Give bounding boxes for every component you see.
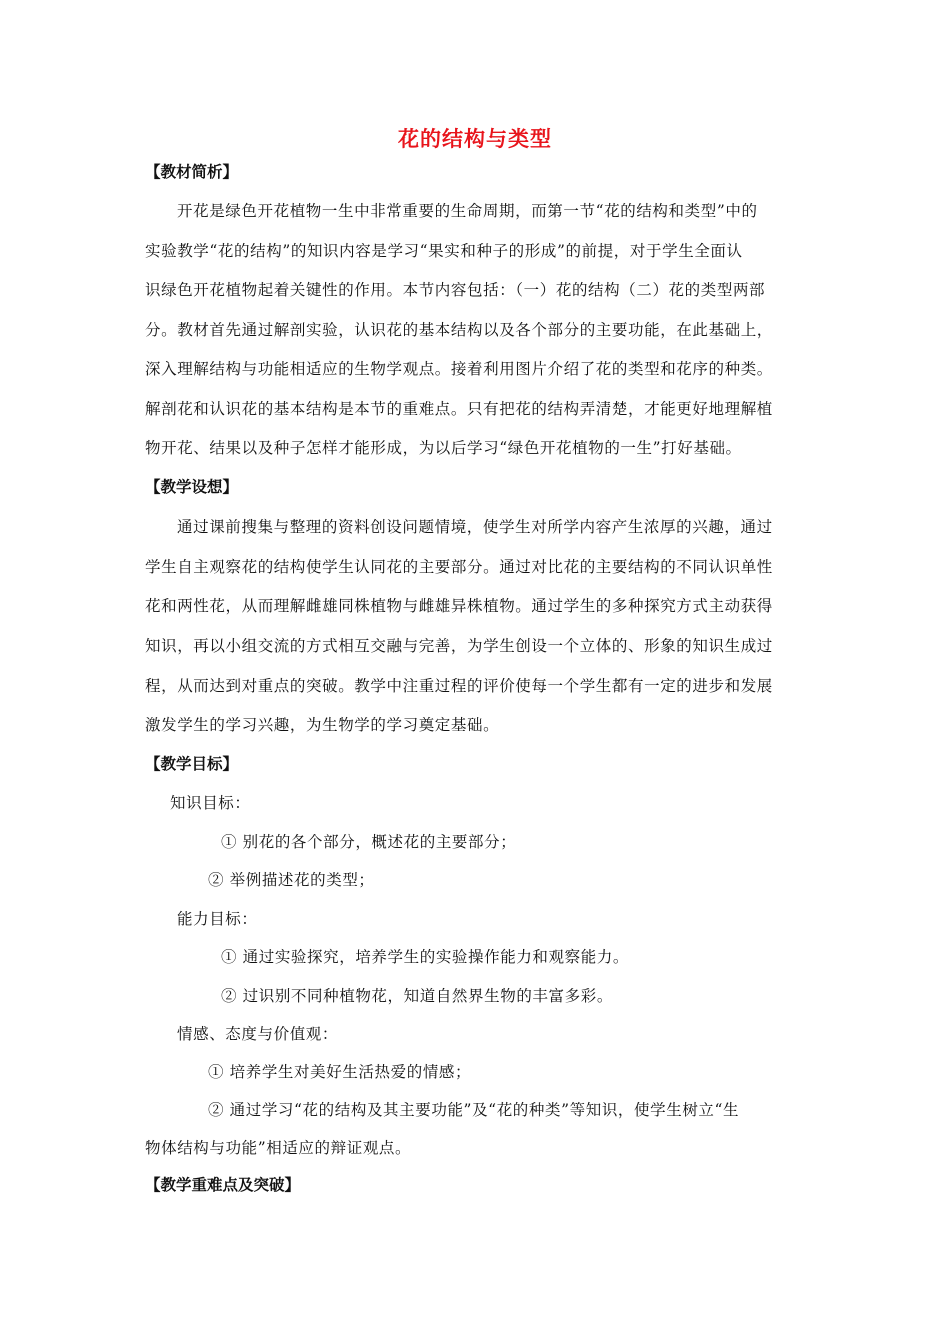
document-title: 花的结构与类型 bbox=[398, 127, 552, 151]
design-paragraph-line: 学生自主观察花的结构使学生认同花的主要部分。通过对比花的主要结构的不同认识单性 bbox=[145, 558, 773, 576]
ability-goals-label: 能力目标： bbox=[177, 910, 258, 928]
analysis-paragraph-line: 分。教材首先通过解剖实验，认识花的基本结构以及各个部分的主要功能，在此基础上， bbox=[145, 321, 773, 339]
design-paragraph-line: 通过课前搜集与整理的资料创设问题情境，使学生对所学内容产生浓厚的兴趣，通过 bbox=[177, 518, 773, 536]
design-paragraph-line: 激发学生的学习兴趣，为生物学的学习奠定基础。 bbox=[145, 716, 500, 734]
knowledge-goal-item: ② 举例描述花的类型； bbox=[208, 871, 375, 889]
analysis-paragraph-line: 解剖花和认识花的基本结构是本节的重难点。只有把花的结构弄清楚，才能更好地理解植 bbox=[145, 400, 773, 418]
analysis-paragraph-line: 开花是绿色开花植物一生中非常重要的生命周期，而第一节“花的结构和类型”中的 bbox=[177, 202, 758, 220]
emotion-goals-label: 情感、态度与价值观： bbox=[177, 1025, 339, 1043]
section-heading-keypoints: 【教学重难点及突破】 bbox=[145, 1175, 301, 1194]
section-heading-design: 【教学设想】 bbox=[145, 477, 239, 496]
ability-goal-item: ① 通过实验探究，培养学生的实验操作能力和观察能力。 bbox=[221, 948, 630, 966]
design-paragraph-line: 花和两性花，从而理解雌雄同株植物与雌雄异株植物。通过学生的多种探究方式主动获得 bbox=[145, 597, 773, 615]
emotion-goal-item: ① 培养学生对美好生活热爱的情感； bbox=[208, 1063, 472, 1081]
section-heading-goals: 【教学目标】 bbox=[145, 754, 239, 773]
emotion-goal-item: ② 通过学习“花的结构及其主要功能”及“花的种类”等知识，使学生树立“生 bbox=[208, 1101, 740, 1119]
ability-goal-item: ② 过识别不同种植物花，知道自然界生物的丰富多彩。 bbox=[221, 987, 613, 1005]
section-heading-analysis: 【教材简析】 bbox=[145, 162, 239, 181]
knowledge-goals-label: 知识目标： bbox=[170, 794, 251, 812]
analysis-paragraph-line: 实验教学“花的结构”的知识内容是学习“果实和种子的形成”的前提，对于学生全面认 bbox=[145, 242, 743, 260]
analysis-paragraph-line: 深入理解结构与功能相适应的生物学观点。接着利用图片介绍了花的类型和花序的种类。 bbox=[145, 360, 773, 378]
analysis-paragraph-line: 物开花、结果以及种子怎样才能形成，为以后学习“绿色开花植物的一生”打好基础。 bbox=[145, 439, 742, 457]
analysis-paragraph-line: 识绿色开花植物起着关键性的作用。本节内容包括：（一）花的结构（二）花的类型两部 bbox=[145, 281, 766, 299]
design-paragraph-line: 知识，再以小组交流的方式相互交融与完善，为学生创设一个立体的、形象的知识生成过 bbox=[145, 637, 773, 655]
knowledge-goal-item: ① 别花的各个部分，概述花的主要部分； bbox=[221, 833, 517, 851]
design-paragraph-line: 程，从而达到对重点的突破。教学中注重过程的评价使每一个学生都有一定的进步和发展 bbox=[145, 677, 773, 695]
emotion-goal-item-continued: 物体结构与功能”相适应的辩证观点。 bbox=[145, 1139, 412, 1157]
